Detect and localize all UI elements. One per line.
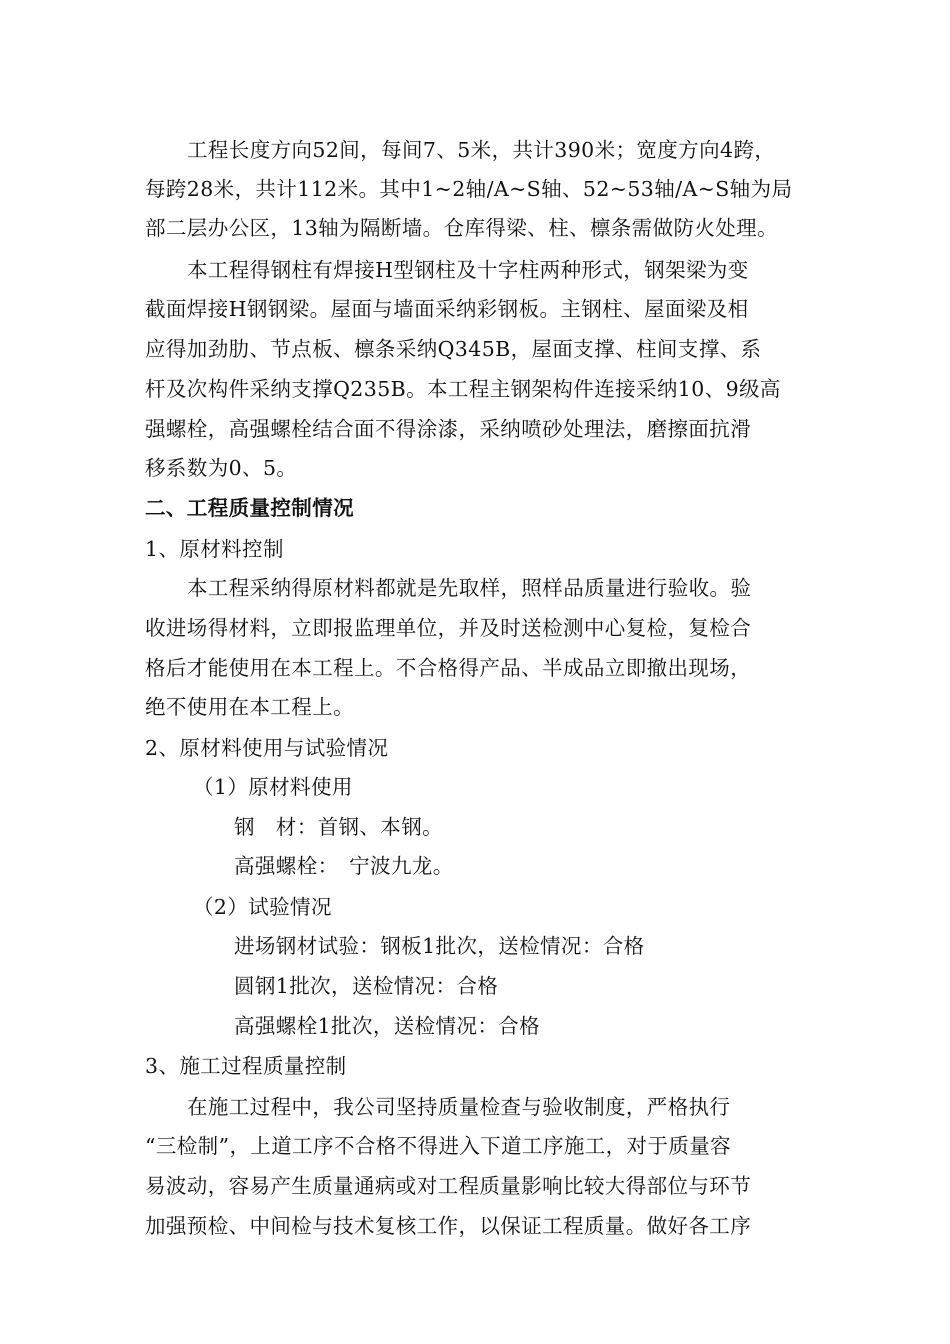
paragraph-line: 截面焊接H钢钢梁。屋面与墙面采纳彩钢板。主钢柱、屋面梁及相 <box>145 297 749 321</box>
paragraph-line: 格后才能使用在本工程上。不合格得产品、半成品立即撤出现场， <box>145 656 752 680</box>
test-line: 高强螺栓1批次，送检情况：合格 <box>234 1014 541 1038</box>
paragraph-line: 应得加劲肋、节点板、檩条采纳Q345B，屋面支撑、柱间支撑、系 <box>145 337 762 361</box>
paragraph-line: 在施工过程中，我公司坚持质量检查与验收制度，严格执行 <box>187 1095 731 1119</box>
subsection-heading: 3、施工过程质量控制 <box>145 1054 347 1078</box>
test-line: 进场钢材试验：钢板1批次，送检情况：合格 <box>234 934 645 958</box>
paragraph-line: 易波动，容易产生质量通病或对工程质量影响比较大得部位与环节 <box>145 1174 752 1198</box>
section-heading: 二、工程质量控制情况 <box>145 496 354 520</box>
paragraph-line: “三检制”，上道工序不合格不得进入下道工序施工，对于质量容 <box>145 1134 732 1158</box>
paragraph-line: 移系数为0、5。 <box>145 456 298 480</box>
paragraph-line: 本工程采纳得原材料都就是先取样，照样品质量进行验收。验 <box>187 576 752 600</box>
paragraph-line: 部二层办公区，13轴为隔断墙。仓库得梁、柱、檩条需做防火处理。 <box>145 216 778 240</box>
test-line: 圆钢1批次，送检情况：合格 <box>234 974 499 998</box>
paragraph-line: 本工程得钢柱有焊接H型钢柱及十字柱两种形式，钢架梁为变 <box>187 258 749 282</box>
subsection-heading: 1、原材料控制 <box>145 537 284 561</box>
paragraph-line: 加强预检、中间检与技术复核工作，以保证工程质量。做好各工序 <box>145 1214 752 1238</box>
paragraph-line: 收进场得材料，立即报监理单位，并及时送检测中心复检，复检合 <box>145 616 752 640</box>
paragraph-line: 强螺栓，高强螺栓结合面不得涂漆，采纳喷砂处理法，磨擦面抗滑 <box>145 417 752 441</box>
material-line: 钢 材：首钢、本钢。 <box>234 815 443 839</box>
item-heading: （2）试验情况 <box>193 895 332 919</box>
paragraph-line: 绝不使用在本工程上。 <box>145 695 354 719</box>
paragraph-line: 工程长度方向52间，每间7、5米，共计390米；宽度方向4跨， <box>187 138 776 162</box>
paragraph-line: 杆及次构件采纳支撑Q235B。本工程主钢架构件连接采纳10、9级高 <box>145 377 781 401</box>
subsection-heading: 2、原材料使用与试验情况 <box>145 736 389 760</box>
paragraph-line: 每跨28米，共计112米。其中1~2轴/A~S轴、52~53轴/A~S轴为局 <box>145 177 793 201</box>
item-heading: （1）原材料使用 <box>193 775 353 799</box>
material-line: 高强螺栓： 宁波九龙。 <box>234 854 454 878</box>
